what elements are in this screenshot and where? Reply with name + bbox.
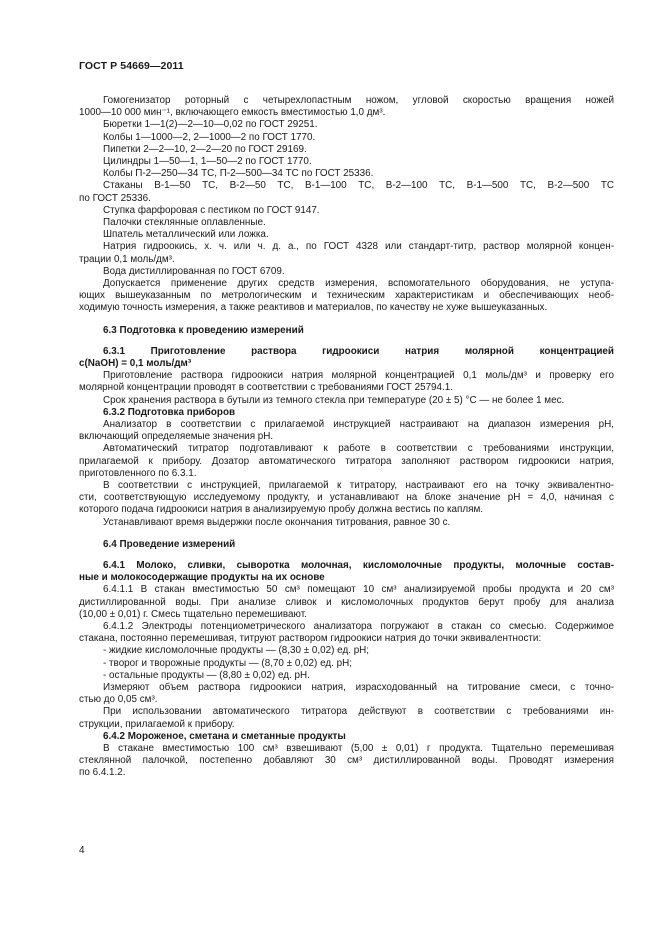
text-line: - творог и творожные продукты — (8,70 ± 0,02) ед. рН;	[103, 657, 352, 669]
text-line: трации 0,1 моль/дм³.	[79, 253, 175, 265]
text-line: стью до 0,05 см³.	[79, 694, 158, 706]
text-line: Бюретки 1—1(2)—2—10—0,02 по ГОСТ 29251.	[103, 119, 318, 131]
text-line: включающий определяемые значения рН.	[79, 431, 274, 443]
text-line: Колбы П-2—250—34 ТС, П-2—500—34 ТС по ГОСТ 25336.	[103, 168, 374, 180]
text-line: прилагаемой к прибору. Дозатор автоматического титратора заполняют раствором гидроокиси натрия,	[79, 455, 614, 467]
section-heading-line: ные и молокосодержащие продукты на их основе	[79, 572, 325, 584]
text-line: дистиллированной воды. При анализе сливок и кисломолочных продуктов берут пробу для анализа	[79, 596, 614, 608]
text-line: ющих вышеуказанным по метрологическим и техническим характеристикам и обеспечивающих необ-	[79, 290, 614, 302]
text-line: молярной концентрации проводят в соответствии с требованиями ГОСТ 25794.1.	[79, 382, 454, 394]
text-line: 1000—10 000 мин⁻¹, включающего емкость вместимостью 1,0 дм³.	[79, 107, 386, 119]
text-line: Шпатель металлический или ложка.	[103, 229, 269, 241]
page-number: 4	[79, 845, 85, 856]
text-line: Колбы 1—1000—2, 2—1000—2 по ГОСТ 1770.	[103, 131, 316, 143]
text-line: 6.4.1.1 В стакан вместимостью 50 см³ помещают 10 см³ анализируемой пробы продукта и 20 см³	[103, 584, 614, 596]
text-line: Анализатор в соответствии с прилагаемой инструкцией настраивают на диапазон измерения рН,	[103, 419, 614, 430]
text-line: Палочки стеклянные оплавленные.	[103, 217, 266, 228]
section-heading-line: 6.3.1 Приготовление раствора гидроокиси натрия молярной концентрацией	[103, 345, 614, 357]
text-line: Приготовление раствора гидроокиси натрия молярной концентрацией 0,1 моль/дм³ и проверку его	[103, 370, 614, 382]
section-heading-line: c(NaOH) = 0,1 моль/дм³	[79, 358, 192, 369]
section-heading-line: 6.4.1 Молоко, сливки, сыворотка молочная, кисломолочные продукты, молочные состав-	[103, 560, 614, 571]
text-line: 6.4.1.2 Электроды потенциометрического анализатора погружают в стакан со смесью. Содержимое	[103, 621, 614, 632]
text-line: В соответствии с инструкцией, прилагаемой к титратору, настраивают его на точку эквивалентно-	[103, 480, 614, 491]
text-line: В стакане вместимостью 100 см³ взвешивают (5,00 ± 0,01) г продукта. Тщательно перемешивая	[103, 743, 614, 754]
text-line: Измеряют объем раствора гидроокиси натрия, израсходованный на титрование смеси, с точно-	[103, 682, 614, 693]
text-line: - жидкие кисломолочные продукты — (8,30 ± 0,02) ед. рН;	[103, 645, 370, 657]
section-heading-line: 6.3 Подготовка к проведению измерений	[103, 324, 304, 336]
text-line: Ступка фарфоровая с пестиком по ГОСТ 9147.	[103, 204, 320, 216]
text-line: приготовленного по 6.3.1.	[79, 467, 197, 479]
text-line: по 6.4.1.2.	[79, 767, 126, 779]
text-line: При использовании автоматического титратора действуют в соответствии с требованиями ин-	[103, 706, 614, 718]
section-heading-line: 6.3.2 Подготовка приборов	[103, 406, 236, 418]
text-line: Цилиндры 1—50—1, 1—50—2 по ГОСТ 1770.	[103, 156, 312, 167]
text-line: сти, соответствующую исследуемому продукту, и устанавливают на блоке значение рН = 4,0, начиная с	[79, 492, 614, 504]
text-line: Пипетки 2—2—10, 2—2—20 по ГОСТ 29169.	[103, 143, 307, 155]
text-line: Срок хранения раствора в бутыли из темного стекла при температуре (20 ± 5) °С — не более 1 мес.	[103, 394, 565, 406]
text-line: Допускается применение других средств измерения, вспомогательного оборудования, не уступа-	[103, 278, 614, 289]
text-line: Вода дистиллированная по ГОСТ 6709.	[103, 265, 285, 277]
running-header: ГОСТ Р 54669—2011	[79, 60, 184, 72]
text-line: Натрия гидроокись, х. ч. или ч. д. а., по ГОСТ 4328 или стандарт-титр, раствор молярной концен-	[103, 241, 614, 253]
text-line: (10,00 ± 0,01) г. Смесь тщательно перемешивают.	[79, 608, 307, 620]
text-line: стеклянной палочкой, постепенно добавляют 30 см³ дистиллированной воды. Проводят измерения	[79, 755, 614, 767]
text-line: стакана, постоянно перемешивая, титруют раствором гидроокиси натрия до точки эквивалентности:	[79, 633, 542, 645]
text-line: ходимую точность измерения, а также реактивов и материалов, по качеству не хуже вышеуказанных.	[79, 302, 548, 314]
text-line: - остальные продукты — (8,80 ± 0,02) ед. рН.	[103, 669, 310, 681]
section-heading-line: 6.4.2 Мороженое, сметана и сметанные продукты	[103, 730, 346, 742]
text-line: Гомогенизатор роторный с четырехлопастным ножом, угловой скоростью вращения ножей	[103, 95, 614, 106]
text-line: Стаканы В-1—50 ТС, В-2—50 ТС, В-1—100 ТС, В-2—100 ТС, В-1—500 ТС, В-2—500 ТС	[103, 180, 614, 192]
section-heading-line: 6.4 Проведение измерений	[103, 538, 236, 550]
text-line: струкции, прилагаемой к прибору.	[79, 718, 235, 730]
text-line: Устанавливают время выдержки после окончания титрования, равное 30 с.	[103, 516, 451, 528]
text-line: Автоматический титратор подготавливают к работе в соответствии с требованиями инструкции,	[103, 443, 614, 455]
text-line: которого подача гидроокиси натрия в анализируемую пробу должна вестись по каплям.	[79, 504, 484, 516]
text-line: по ГОСТ 25336.	[79, 192, 151, 204]
